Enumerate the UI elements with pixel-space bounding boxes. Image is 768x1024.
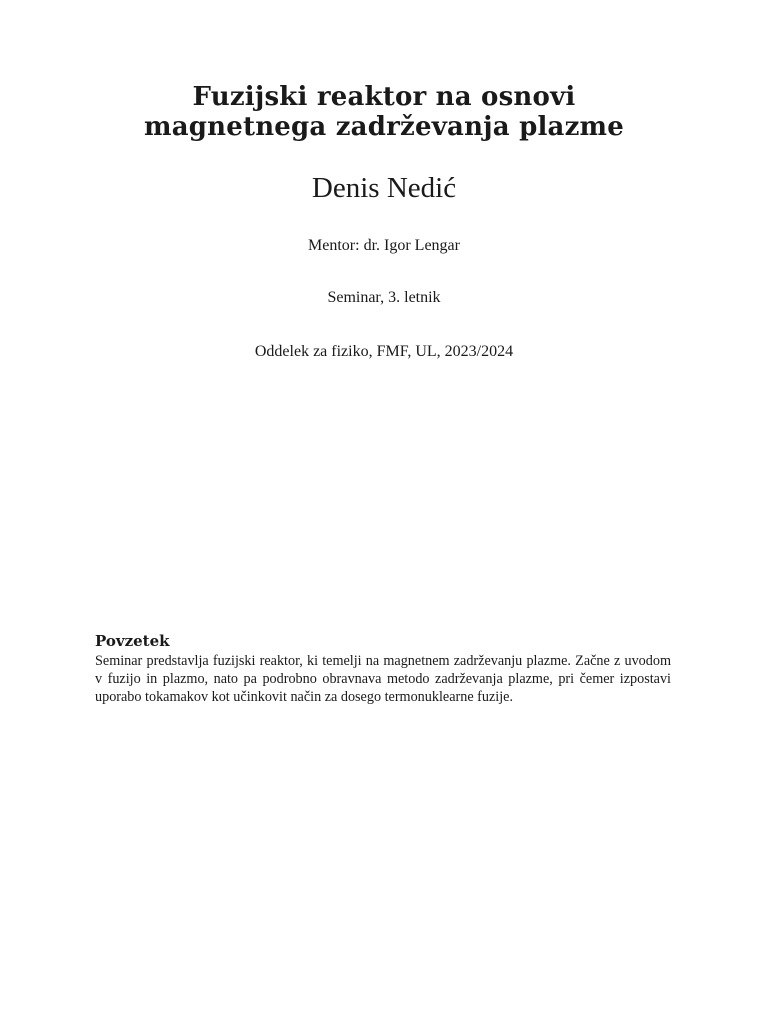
author-name: Denis Nedić: [311, 172, 457, 204]
abstract-text: Seminar predstavlja fuzijski reaktor, ki temelji na magnetnem zadrževanju plazme. Začne z uvodom v fuzijo in plazmo, nato pa podrobno obravnava metodo zadrževanja plazme, pri čemer izpostavi uporabo tokamakov kot učinkovit način za dosego termonuklearne fuzije.: [95, 653, 671, 705]
abstract-heading: Povzetek: [95, 632, 170, 650]
mentor-line: Mentor: dr. Igor Lengar: [308, 237, 460, 254]
title-line-1: Fuzijski reaktor na osnovi: [192, 82, 576, 112]
title-line-2: magnetnega zadrževanja plazme: [144, 112, 624, 142]
abstract-section: [95, 632, 671, 706]
title-block: [0, 82, 768, 142]
course-line: Seminar, 3. letnik: [327, 289, 441, 306]
department-line: Oddelek za fiziko, FMF, UL, 2023/2024: [254, 343, 514, 360]
paper-title: [0, 82, 768, 142]
